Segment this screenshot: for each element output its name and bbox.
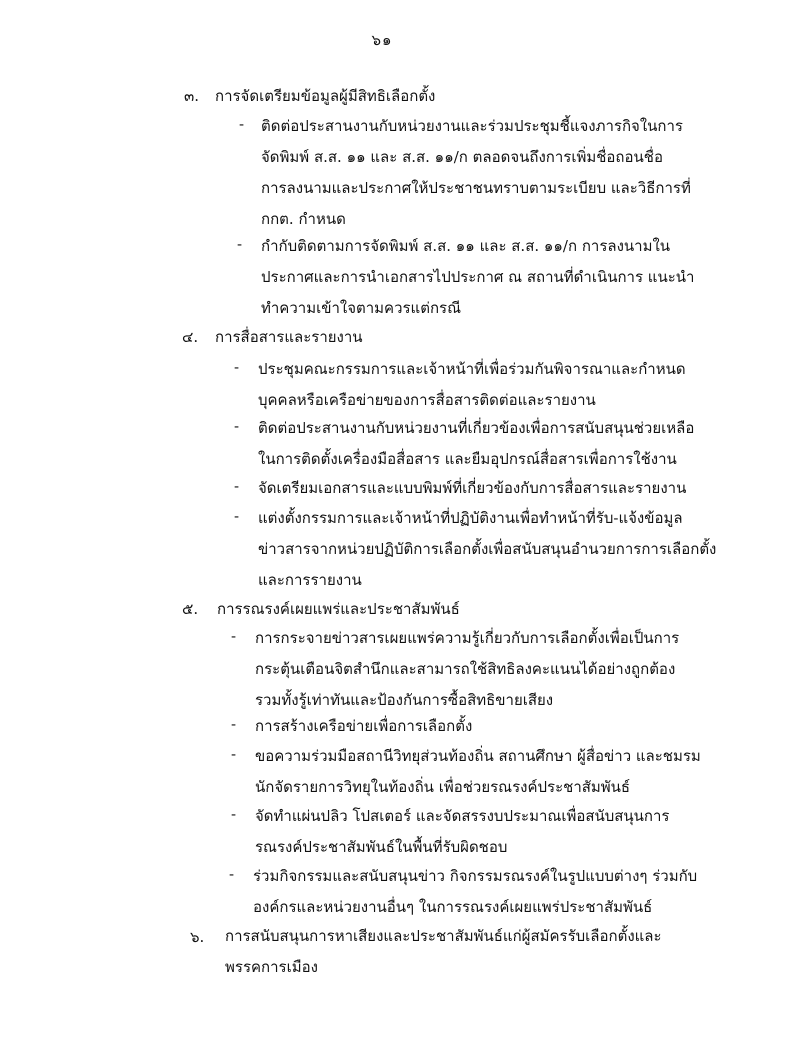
bullet-line: การสร้างเครือข่ายเพื่อการเลือกตั้ง — [255, 717, 473, 735]
bullet-line: ประชุมคณะกรรมการและเจ้าหน้าที่เพื่อร่วมกันพิจารณาและกำหนด — [258, 360, 686, 378]
bullet-line: รวมทั้งรู้เท่าทันและป้องกันการซื้อสิทธิขายเสียง — [255, 691, 554, 709]
bullet-text — [255, 715, 770, 746]
bullet-dash: - — [231, 627, 237, 645]
bullet-dash: - — [234, 417, 240, 435]
section-number: ๓. — [184, 87, 200, 105]
bullet-line: และการรายงาน — [258, 571, 362, 589]
bullet-line: นักจัดรายการวิทยุในท้องถิ่น เพื่อช่วยรณรงค์ประชาสัมพันธ์ — [255, 778, 631, 796]
bullet-line: กำกับติดตามการจัดพิมพ์ ส.ส. ๑๑ และ ส.ส. ๑๑/ก การลงนามใน — [261, 237, 671, 255]
page-number: ๖๑ — [371, 31, 393, 49]
bullet-text — [258, 417, 768, 479]
bullet-dash: - — [231, 715, 237, 733]
bullet-line: องค์กรและหน่วยงานอื่นๆ ในการรณรงค์เผยแพร่ประชาสัมพันธ์ — [253, 898, 653, 916]
bullet-text — [253, 865, 768, 927]
section-number: ๖. — [190, 928, 205, 946]
bullet-line: จัดเตรียมเอกสารและแบบพิมพ์ที่เกี่ยวข้องกับการสื่อสารและรายงาน — [258, 479, 687, 497]
bullet-dash: - — [234, 477, 240, 495]
section-number: ๕. — [182, 600, 199, 618]
section-title-line: พรรคการเมือง — [225, 958, 318, 976]
section-number: ๔. — [182, 328, 199, 346]
bullet-text — [255, 627, 770, 720]
bullet-line: ร่วมกิจกรรมและสนับสนุนข่าว กิจกรรมรณรงค์ในรูปแบบต่างๆ ร่วมกับ — [253, 867, 698, 885]
bullet-text — [261, 115, 761, 239]
bullet-text — [255, 805, 770, 867]
bullet-dash: - — [229, 865, 235, 883]
section-title: การรณรงค์เผยแพร่และประชาสัมพันธ์ — [217, 600, 460, 618]
bullet-line: ขอความร่วมมือสถานีวิทยุส่วนท้องถิ่น สถานศึกษา ผู้สื่อข่าว และชมรม — [255, 747, 701, 765]
bullet-line: จัดพิมพ์ ส.ส. ๑๑ และ ส.ส. ๑๑/ก ตลอดจนถึงการเพิ่มชื่อถอนชื่อ — [261, 148, 663, 166]
section-title — [225, 925, 662, 987]
bullet-text — [258, 477, 768, 508]
bullet-dash: - — [231, 745, 237, 763]
bullet-dash: - — [234, 507, 240, 525]
section-title: การสื่อสารและรายงาน — [215, 328, 363, 346]
bullet-line: ข่าวสารจากหน่วยปฏิบัติการเลือกตั้งเพื่อสนับสนุนอำนวยการการเลือกตั้ง — [258, 540, 717, 558]
bullet-line: กระตุ้นเตือนจิตสำนึกและสามารถใช้สิทธิลงคะแนนได้อย่างถูกต้อง — [255, 660, 676, 678]
section-heading-6 — [190, 925, 750, 985]
bullet-line: รณรงค์ประชาสัมพันธ์ในพื้นที่รับผิดชอบ — [255, 838, 508, 856]
bullet-line: การลงนามและประกาศให้ประชาชนทราบตามระเบียบ และวิธีการที่ — [261, 179, 691, 197]
bullet-text — [261, 235, 761, 328]
bullet-line: ติดต่อประสานงานกับหน่วยงานและร่วมประชุมชี้แจงภารกิจในการ — [261, 117, 683, 135]
section-heading-4 — [182, 325, 742, 355]
bullet-dash: - — [237, 235, 243, 253]
section-title-line: การสนับสนุนการหาเสียงและประชาสัมพันธ์แก่ผู้สมัครรับเลือกตั้งและ — [225, 927, 662, 945]
bullet-text — [255, 745, 770, 807]
bullet-text — [258, 507, 768, 600]
bullet-line: ติดต่อประสานงานกับหน่วยงานที่เกี่ยวข้องเพื่อการสนับสนุนช่วยเหลือ — [258, 419, 695, 437]
bullet-line: กกต. กำหนด — [261, 210, 346, 228]
bullet-text — [258, 358, 768, 420]
section-title: การจัดเตรียมข้อมูลผู้มีสิทธิเลือกตั้ง — [215, 87, 436, 105]
bullet-line: ประกาศและการนำเอกสารไปประกาศ ณ สถานที่ดำเนินการ แนะนำ — [261, 268, 695, 286]
section-heading-5 — [182, 597, 742, 627]
bullet-dash: - — [234, 358, 240, 376]
bullet-line: บุคคลหรือเครือข่ายของการสื่อสารติดต่อและรายงาน — [258, 391, 596, 409]
bullet-line: ในการติดตั้งเครื่องมือสื่อสาร และยืมอุปกรณ์สื่อสารเพื่อการใช้งาน — [258, 450, 677, 468]
section-heading-3 — [184, 84, 744, 114]
bullet-line: แต่งตั้งกรรมการและเจ้าหน้าที่ปฏิบัติงานเพื่อทำหน้าที่รับ-แจ้งข้อมูล — [258, 509, 683, 527]
bullet-line: ทำความเข้าใจตามควรแต่กรณี — [261, 299, 462, 317]
bullet-dash: - — [239, 115, 245, 133]
bullet-dash: - — [231, 805, 237, 823]
bullet-line: การกระจายข่าวสารเผยแพร่ความรู้เกี่ยวกับการเลือกตั้งเพื่อเป็นการ — [255, 629, 680, 647]
bullet-line: จัดทำแผ่นปลิว โปสเตอร์ และจัดสรรงบประมาณเพื่อสนับสนุนการ — [255, 807, 670, 825]
